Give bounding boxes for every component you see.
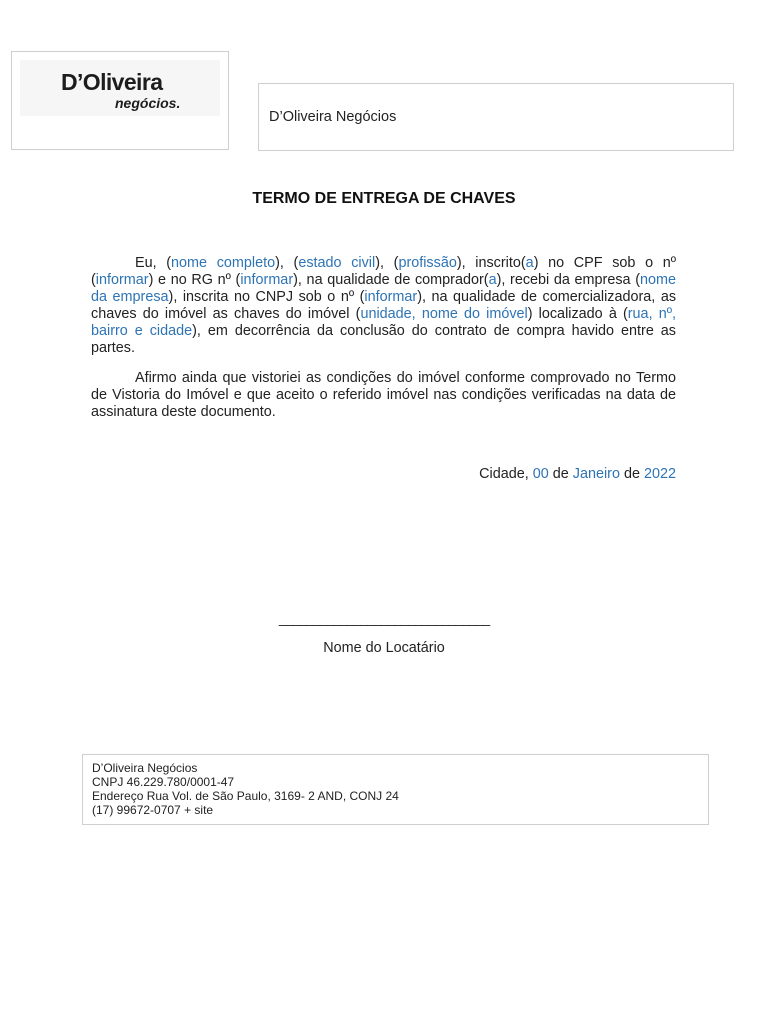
date-line	[479, 466, 676, 482]
text: ), na qualidade de comercializadora, as chaves do imóvel as chaves do imóvel (	[91, 289, 677, 322]
footer-company: D’Oliveira Negócios	[92, 761, 198, 775]
placeholder-endereco: rua, nº, bairro e cidade	[91, 306, 676, 339]
header-company-name: D’Oliveira Negócios	[269, 109, 397, 125]
placeholder-gender-a: a	[525, 255, 534, 271]
paragraph-inspection: Afirmo ainda que vistoriei as condições do imóvel conforme comprovado no Termo de Vistoria do Imóvel e que aceito o referido imóvel nas condições verificadas na data de assinatura deste documento.	[91, 370, 676, 420]
logo-main-text: D’Oliveira	[61, 69, 163, 95]
document-body	[91, 255, 676, 434]
placeholder-nome-completo: nome completo	[171, 255, 276, 271]
logo-sub-text: negócios.	[115, 95, 181, 111]
placeholder-profissao: profissão	[398, 255, 457, 271]
text: ), inscrito(	[456, 255, 526, 271]
placeholder-cnpj: informar	[364, 289, 418, 305]
date-city: Cidade,	[479, 466, 533, 482]
placeholder-year: 2022	[643, 466, 676, 482]
placeholder-month: Janeiro	[572, 466, 620, 482]
document-title: TERMO DE ENTREGA DE CHAVES	[252, 190, 516, 207]
text: ), na qualidade de comprador(	[293, 272, 489, 288]
text: ), (	[375, 255, 399, 271]
logo-box	[11, 51, 229, 150]
header-company-box	[258, 83, 734, 151]
footer-cnpj: CNPJ 46.229.780/0001-47	[92, 775, 235, 789]
text: ), inscrita no CNPJ sob o nº (	[168, 289, 365, 305]
text: ) no CPF sob o nº (	[91, 255, 676, 288]
placeholder-gender-a: a	[488, 272, 497, 288]
text: ), recebi da empresa (	[496, 272, 640, 288]
paragraph-declaration	[91, 255, 676, 357]
text: de	[619, 466, 644, 482]
company-logo	[20, 60, 220, 116]
placeholder-cpf: informar	[95, 272, 149, 288]
footer-phone: (17) 99672-0707 + site	[92, 803, 214, 817]
text: ) localizado à (	[527, 306, 628, 322]
text: ), em decorrência da conclusão do contrato de compra havido entre as partes.	[91, 323, 676, 356]
placeholder-nome-empresa: nome da empresa	[91, 272, 676, 305]
text: ) e no RG nº (	[148, 272, 241, 288]
placeholder-rg: informar	[240, 272, 294, 288]
text: ), (	[275, 255, 299, 271]
text: Eu, (	[135, 255, 172, 271]
placeholder-unidade: unidade, nome do imóvel	[360, 306, 528, 322]
placeholder-estado-civil: estado civil	[298, 255, 376, 271]
signature-line: _______________________________	[278, 610, 490, 626]
text: de	[548, 466, 573, 482]
footer-company-info	[82, 754, 709, 825]
signature-name: Nome do Locatário	[323, 640, 445, 656]
footer-address: Endereço Rua Vol. de São Paulo, 3169- 2 AND, CONJ 24	[92, 789, 399, 803]
placeholder-day: 00	[532, 466, 549, 482]
